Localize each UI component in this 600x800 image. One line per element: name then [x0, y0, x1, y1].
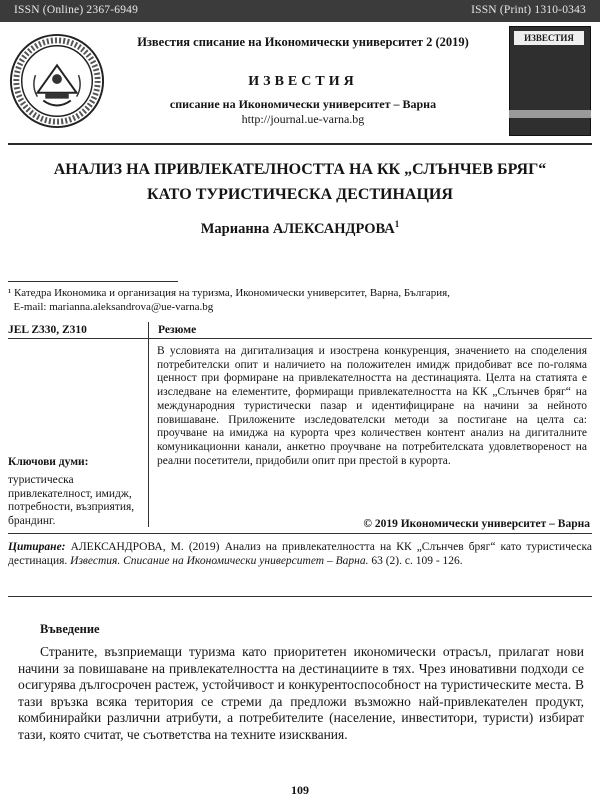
journal-title: ИЗВЕСТИЯ	[248, 74, 358, 89]
footnote	[8, 286, 588, 314]
issn-online: ISSN (Online) 2367-6949	[14, 4, 139, 16]
footnote-email: E-mail: marianna.aleksandrova@ue-varna.bg	[8, 301, 214, 313]
abstract-column-divider	[148, 322, 149, 527]
author-text: Марианна АЛЕКСАНДРОВА	[200, 220, 395, 237]
introduction-heading: Въведение	[40, 622, 100, 636]
page-number: 109	[291, 783, 309, 797]
author-name	[20, 219, 580, 238]
abstract-text: В условията на дигитализация и изострена конкуренция, значението на споделения потребителски опит и наличието на положителен имидж придобиват все по-голяма ценност при формиране на привлекателността на дестинацията. Целта на статията е изследване на елементите, формиращи привлекателността на КК „Слънчев бряг“ на международния туристически пазар и идентифициране на начини за нейното повишаване. Приложените изследователски методи за постигане на целта са: проучване на имиджа на курорта чрез количествен контент анализ на дигиталните комуникационни канали, анкетно проучване на потребителската удовлетвореност на реални посетители, придобили опит при престой в курорта.	[157, 345, 587, 467]
journal-issue-line: Известия списание на Икономически университет 2 (2019)	[137, 35, 469, 49]
copyright-notice: © 2019 Икономически университет – Варна	[363, 518, 590, 530]
footnote-rule	[8, 281, 178, 282]
issn-print: ISSN (Print) 1310-0343	[471, 4, 586, 16]
university-logo	[8, 32, 106, 130]
citation-bottom-rule	[8, 596, 592, 597]
abstract-heading: Резюме	[158, 324, 197, 336]
cover-label: ИЗВЕСТИЯ	[514, 31, 584, 45]
keywords-heading: Ключови думи:	[8, 456, 89, 468]
citation-volume-pages: 63 (2). с. 109 - 126.	[371, 554, 463, 567]
article-title-line2: КАТО ТУРИСТИЧЕСКА ДЕСТИНАЦИЯ	[147, 186, 453, 203]
author-footnote-mark: 1	[394, 219, 400, 229]
cover-strip	[509, 110, 591, 118]
journal-subtitle: списание на Икономически университет – Варна	[169, 97, 437, 111]
citation-top-rule	[8, 533, 592, 534]
jel-codes: JEL Z330, Z310	[8, 324, 87, 336]
citation-label: Цитиране:	[8, 541, 66, 553]
introduction-paragraph: Страните, възприемащи туризма като приоритетен икономически отрасъл, прилагат нови начини за повишаване на привлекателността на дестинациите в тях. Чрез иновативни подходи се осигурява дългосрочен растеж, устойчивост и конкурентоспособност на туристическите места. В тази връзка всяка територия се стреми да предложи възможно най-привлекателен продукт, комбинирайки различни атрибути, а потребителите (население, инвеститори, туристи) избират тази, която считат, че съответства на техните изисквания.	[18, 644, 584, 742]
citation-text: АЛЕКСАНДРОВА, М. (2019) Анализ на привлекателността на КК „Слънчев бряг“ като туристическа дестинация.	[8, 541, 592, 567]
keywords-text: туристическа привлекателност, имидж, потребности, възприятия, брандинг.	[8, 474, 135, 528]
article-title-line1: АНАЛИЗ НА ПРИВЛЕКАТЕЛНОСТТА НА КК „СЛЪНЧЕВ БРЯГ“	[53, 161, 547, 178]
footnote-affiliation: ¹ Катедра Икономика и организация на туризма, Икономически университет, Варна, България,	[8, 287, 450, 299]
article-title	[20, 157, 580, 207]
journal-url: http://journal.ue-varna.bg	[241, 112, 365, 126]
header-divider	[8, 143, 592, 145]
citation	[8, 541, 592, 568]
abstract-top-rule	[8, 338, 592, 339]
citation-journal: Известия. Списание на Икономически университет – Варна.	[70, 554, 369, 567]
